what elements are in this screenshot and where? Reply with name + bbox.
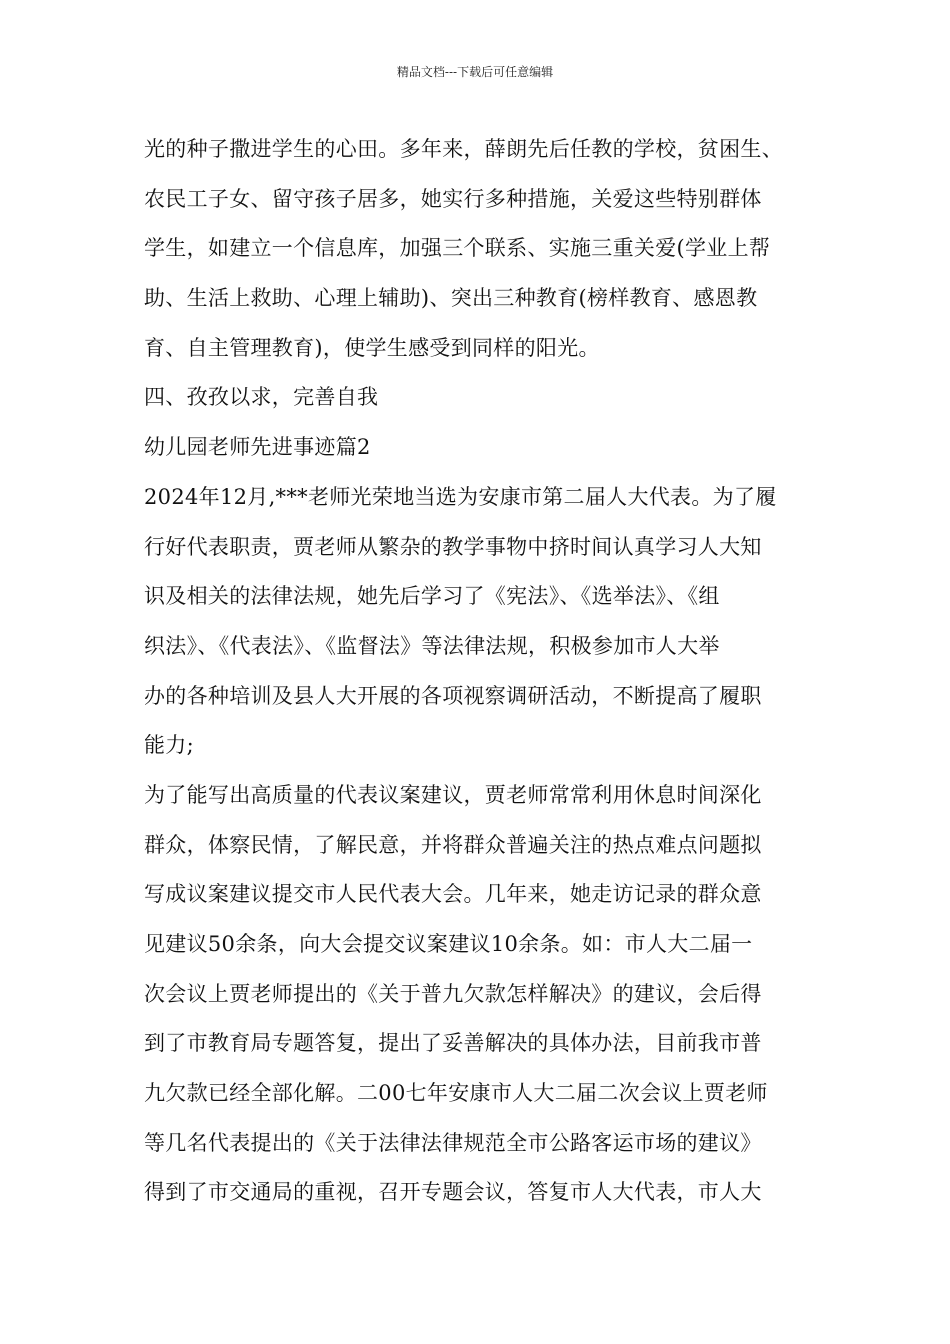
text-line: 助、生活上救助、心理上辅助)、突出三种教育(榜样教育、感恩教 xyxy=(144,286,758,311)
text-line: 得到了市交通局的重视，召开专题会议，答复市人大代表，市人大 xyxy=(144,1180,762,1205)
text-line: 为了能写出高质量的代表议案建议，贾老师常常利用休息时间深化 xyxy=(144,782,762,807)
text-line: 九欠款已经全部化解。二00七年安康市人大二届二次会议上贾老师 xyxy=(144,1081,768,1106)
page-header: 精品文档---下载后可任意编辑 xyxy=(396,65,554,79)
text-line: 识及相关的法律法规，她先后学习了《宪法》、《选举法》、《组 xyxy=(144,584,720,609)
document-body xyxy=(144,125,824,1218)
text-line: 学生，如建立一个信息库，加强三个联系、实施三重关爱(学业上帮 xyxy=(144,236,771,261)
text-line: 育、自主管理教育)，使学生感受到同样的阳光。 xyxy=(144,335,600,360)
text-line: 等几名代表提出的《关于法律法律规范全市公路客运市场的建议》 xyxy=(144,1130,762,1155)
text-line: 2024年12月,***老师光荣地当选为安康市第二届人大代表。为了履 xyxy=(144,484,777,509)
article-title: 幼儿园老师先进事迹篇2 xyxy=(144,435,371,460)
section-heading: 四、孜孜以求，完善自我 xyxy=(144,385,379,410)
text-line: 织法》、《代表法》、《监督法》等法律法规，积极参加市人大举 xyxy=(144,633,720,658)
text-line: 见建议50余条，向大会提交议案建议10余条。如：市人大二届一 xyxy=(144,932,753,956)
text-line: 办的各种培训及县人大开展的各项视察调研活动，不断提高了履职 xyxy=(144,683,762,708)
text-line: 能力; xyxy=(144,733,194,758)
text-line: 写成议案建议提交市人民代表大会。几年来，她走访记录的群众意 xyxy=(144,882,762,907)
text-line: 行好代表职责，贾老师从繁杂的教学事物中挤时间认真学习人大知 xyxy=(144,534,762,559)
text-line: 农民工子女、留守孩子居多，她实行多种措施，关爱这些特别群体 xyxy=(144,186,762,211)
text-line: 次会议上贾老师提出的《关于普九欠款怎样解决》的建议，会后得 xyxy=(144,981,762,1006)
text-line: 群众，体察民情，了解民意，并将群众普遍关注的热点难点问题拟 xyxy=(144,832,762,857)
text-line: 到了市教育局专题答复，提出了妥善解决的具体办法，目前我市普 xyxy=(144,1031,762,1056)
text-line: 光的种子撒进学生的心田。多年来，薛朗先后任教的学校，贫困生、 xyxy=(144,137,783,161)
